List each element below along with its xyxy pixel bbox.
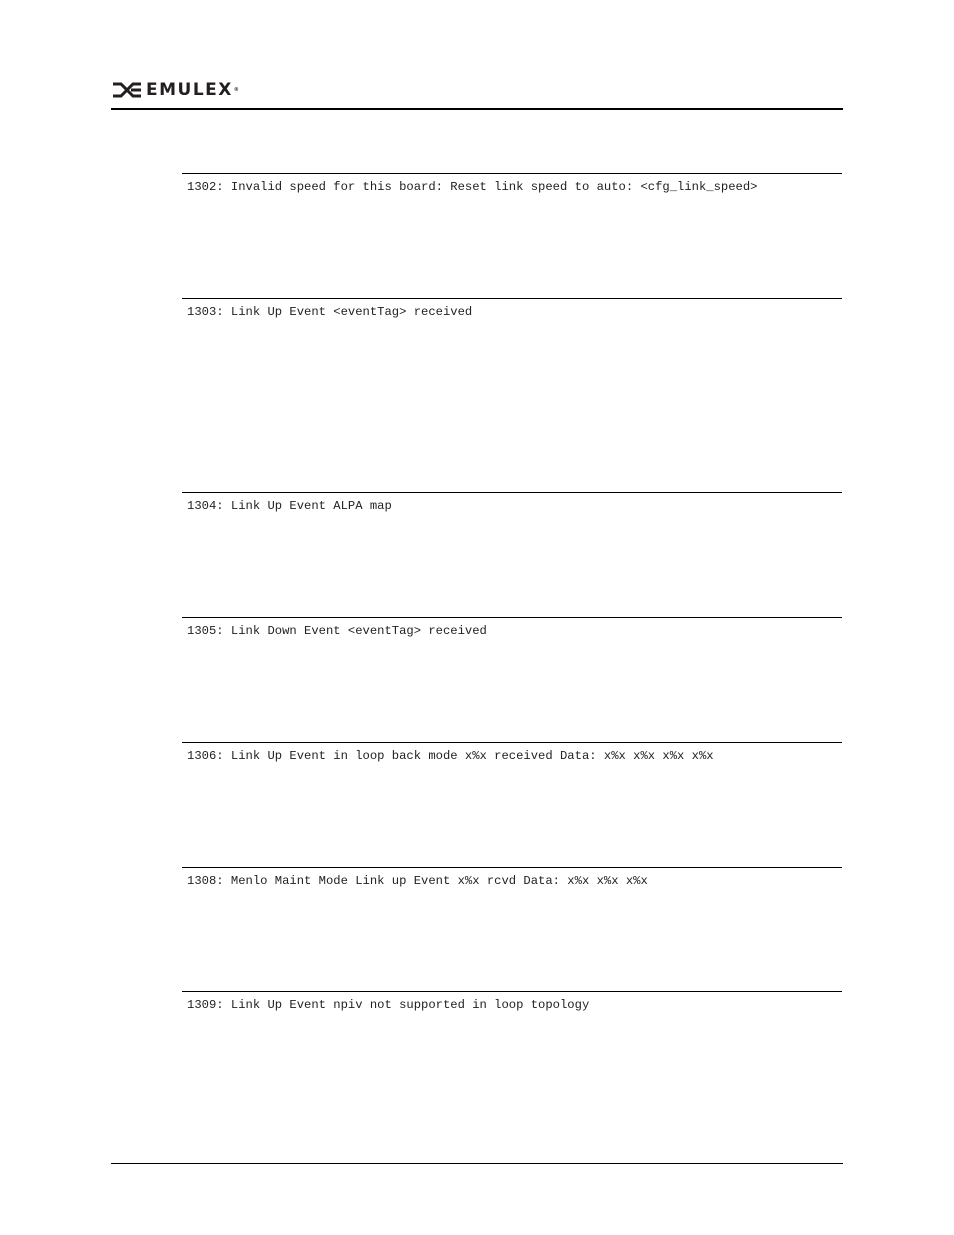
- message-text: 1306: Link Up Event in loop back mode x%x received Data: x%x x%x x%x x%x: [187, 749, 714, 763]
- registered-mark: ®: [233, 87, 241, 93]
- emulex-logo-icon: [112, 81, 142, 99]
- message-entry-1306: [182, 742, 842, 763]
- message-text: 1303: Link Up Event <eventTag> received: [187, 305, 473, 319]
- message-entry-1304: [182, 492, 842, 513]
- message-entry-1303: [182, 298, 842, 319]
- message-text: 1304: Link Up Event ALPA map: [187, 499, 392, 513]
- message-entry-1309: [182, 991, 842, 1012]
- message-text: 1309: Link Up Event npiv not supported in loop topology: [187, 998, 590, 1012]
- message-text: 1308: Menlo Maint Mode Link up Event x%x rcvd Data: x%x x%x x%x: [187, 874, 648, 888]
- footer-divider: [111, 1163, 843, 1164]
- brand-name: EMULEX: [146, 80, 233, 100]
- message-text: 1305: Link Down Event <eventTag> received: [187, 624, 487, 638]
- emulex-logo: [112, 80, 240, 100]
- message-text: 1302: Invalid speed for this board: Reset link speed to auto: <cfg_link_speed>: [187, 180, 758, 194]
- message-entry-1302: [182, 173, 842, 194]
- message-entry-1305: [182, 617, 842, 638]
- header-divider: [111, 108, 843, 110]
- message-entry-1308: [182, 867, 842, 888]
